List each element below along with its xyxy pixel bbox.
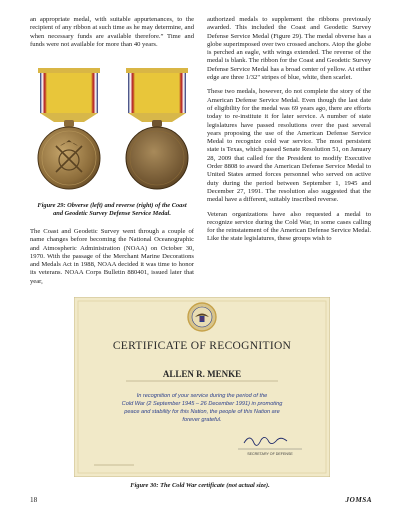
journal-name: JOMSA (345, 496, 372, 504)
left-column-top (30, 16, 194, 55)
left-paragraph-bottom: The Coast and Geodetic Survey went through a couple of name changes before becoming the National Oceanographic and Atmospheric Administration (NOAA) on October 30, 1970. With the passage of the Merchant Marine Decorations and Medals Act in 1988, NOAA decided it was time to honor its veterans. NOAA Corps Bulletin 880401, issued later that year, (30, 228, 194, 285)
right-column (207, 16, 371, 250)
figure30-caption: Figure 30: The Cold War certificate (not actual size). (130, 482, 270, 489)
left-paragraph-top: an appropriate medal, with suitable appurtenances, to the recipient of any ribbon at such time as he may determine, and when necessary funds are available therefore.” Time and funds were not available for more than 40 years. (30, 16, 194, 48)
certificate-recipient: ALLEN R. MENKE (162, 369, 242, 379)
certificate-signer-title: SECRETARY OF DEFENSE (247, 452, 293, 456)
cold-war-certificate (74, 297, 330, 477)
page-number: 18 (30, 496, 38, 504)
certificate-title: CERTIFICATE OF RECOGNITION (112, 340, 292, 352)
medal-reverse (126, 68, 188, 189)
figure29-caption: Figure 29: Obverse (left) and reverse (right) of the Coast and Geodetic Survey Defense Service Medal. (37, 202, 187, 217)
medal-obverse (38, 68, 100, 189)
left-column-bottom (30, 228, 194, 292)
right-paragraph-3: Veteran organizations have also requested a medal to recognize service during the Cold War, in some cases calling for the reinstatement of the American Defense Service Medal. Like the state legislatures, these groups wish to (207, 210, 371, 243)
certificate-body-line1: In recognition of your service during the period of the (136, 393, 268, 399)
right-paragraph-1: authorized medals to supplement the ribbons previously awarded. This included the Coast and Geodetic Survey Defense Service Medal (Figure 29). The medal obverse has a globe superimposed over two crossed anchors. Atop the globe is perched an eagle, with wings extended. The reverse of the medal is blank. The ribbon for the Coast and Geodetic Survey Defense Service Medal has a broad center of yellow. At either edge are three 1/32" stripes of blue, white, then scarlet. (207, 16, 371, 82)
certificate-body-line4: forever grateful. (182, 417, 222, 423)
right-paragraph-2: These two medals, however, do not complete the story of the American Defense Service Medal. Even though the last date of eligibility for the medal was 69 years ago, there are efforts today to re-institute it for later service. A number of state legislatures have passed resolutions over the past several years proposing the use of the American Defense Service Medal to recognize cold war service. The most persistent state is Texas, which passed Senate Resolution 51, on January 28, 2009 that called for the President to modify Executive Order 8808 to award the American Defense Service Medal to United States armed forces personnel who served on active duty during the period between September 1, 1945 and December 27, 1991. The resolution also suggested that the medal have a different, suitably inscribed reverse. (207, 88, 371, 204)
medal-photo (30, 66, 194, 196)
certificate-body-line3: peace and stability for this Nation, the people of this Nation are (124, 409, 280, 415)
certificate-body-line2: Cold War (2 September 1945 – 26 December 1991) in promoting (121, 401, 283, 407)
certificate-illustration (74, 297, 330, 477)
medal-illustration (30, 66, 194, 196)
dod-seal-icon (188, 303, 216, 331)
